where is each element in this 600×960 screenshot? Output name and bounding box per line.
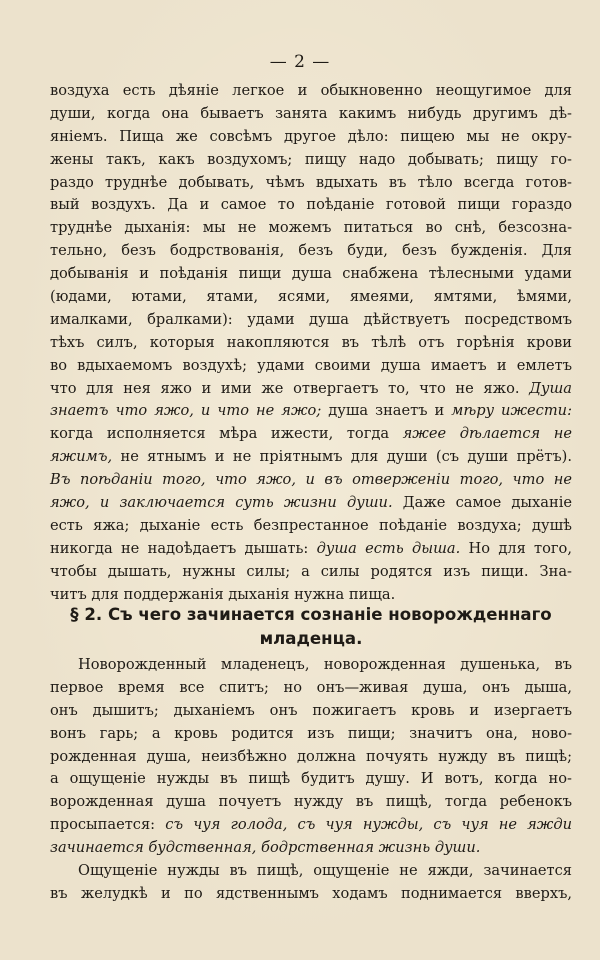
paragraph-newborn [50,654,572,906]
italic-run: яжее дѣлается не [402,425,573,443]
italic-run: съ чуя голода, съ чуя нужды, съ чуя не яжди [165,816,572,834]
text-run: Даже самое дыханіе [392,494,572,512]
text-line: читъ для поддержанія дыханія нужна пища. [50,585,396,603]
text-run: никогда не надоѣдаетъ дышать: [50,539,317,557]
text-run: Но для того, [460,539,572,557]
text-line: первое время все спитъ; но онъ—живая душа, онъ дыша, [50,678,572,696]
text-line: (юдами, ютами, ятами, ясями, ямеями, ямтями, ѣмями, [50,288,572,306]
text-run: когда исполняется мѣра ижести, тогда [50,425,403,443]
text-run: душа знаетъ и [321,402,452,420]
text-line: ворожденная душа почуетъ нужду въ пищѣ, тогда ребенокъ [50,793,572,811]
italic-run: зачинается будственная, бодрственная жизнь души. [50,839,481,857]
text-line: есть яжа; дыханіе есть безпрестанное поѣданіе воздуха; душѣ [50,516,572,534]
italic-run: яжимъ, [50,448,113,466]
text-line: тельно, безъ бодрствованія, безъ буди, безъ бужденія. Для [50,242,572,260]
text-line: въ желудкѣ и по ядственнымъ ходамъ поднимается вверхъ, [50,884,572,902]
text-line [50,538,572,561]
italic-run: яжо, и заключается суть жизни души. [50,494,393,512]
text-line: онъ дышитъ; дыханіемъ онъ пожигаетъ кровь и изергаетъ [50,701,572,719]
text-line: раздо труднѣе добывать, чѣмъ вдыхать въ тѣло всегда готов- [50,173,572,191]
text-line: вонъ гарь; а кровь родится изъ пищи; значитъ она, ново- [50,724,572,742]
italic-run: Въ поѣданіи того, что яжо, и въ отверженіи того, что не [50,471,572,489]
section-heading-line: младенца. [259,629,363,648]
section-heading-line: § 2. Съ чего зачинается сознаніе новорожденнаго [70,605,552,624]
text-run: просыпается: [50,816,166,834]
text-line: Ощущеніе нужды въ пищѣ, ощущеніе не яжди, зачинается [78,862,572,880]
text-run: не ятнымъ и не пріятнымъ для души (съ души прётъ). [112,448,572,466]
text-line: добыванія и поѣданія пищи душа снабжена тѣлесными удами [50,265,572,283]
text-line: во вдыхаемомъ воздухѣ; удами своими душа имаетъ и емлетъ [50,356,572,374]
text-line [50,814,572,837]
page-number: — 2 — [269,52,331,72]
text-line [50,469,572,492]
text-line [50,446,572,469]
italic-run: Душа [529,379,573,397]
text-line [50,423,572,446]
text-line: жены такъ, какъ воздухомъ; пищу надо добывать; пищу го- [50,150,572,168]
text-line [50,378,572,401]
text-line: труднѣе дыханія: мы не можемъ питаться во снѣ, безсозна- [50,219,572,237]
paragraph-breathing-and-food [50,80,572,606]
text-line: ималками, бралками): удами душа дѣйствуетъ посредствомъ [50,310,572,328]
text-line [50,492,572,515]
italic-run: душа есть дыша. [316,539,461,557]
italic-run: знаетъ что яжо, и что не яжо; [50,402,322,420]
section-heading [50,603,572,651]
text-line: яніемъ. Пища же совсѣмъ другое дѣло: пищею мы не окру- [50,127,572,145]
text-line [50,400,572,423]
text-line: вый воздухъ. Да и самое то поѣданіе готовой пищи гораздо [50,196,572,214]
text-line: воздуха есть дѣяніе легкое и обыкновенно неощугимое для [50,82,572,99]
text-line: Новорожденный младенецъ, новорожденная душенька, въ [78,656,572,673]
text-line: тѣхъ силъ, которыя накопляются въ тѣлѣ отъ горѣнія крови [50,333,572,351]
text-line: души, когда она бываетъ занята какимъ нибудь другимъ дѣ- [50,104,572,122]
text-run: что для нея яжо и ими же отвергаетъ то, что не яжо. [50,379,520,397]
italic-run: мѣру ижести: [451,402,572,420]
text-line [50,837,572,860]
text-line: чтобы дышать, нужны силы; а силы родятся изъ пищи. Зна- [50,562,572,580]
text-line: рожденная душа, неизбѣжно должна почуять нужду въ пищѣ; [50,747,572,765]
text-line: а ощущеніе нужды въ пищѣ будитъ душу. И вотъ, когда но- [50,770,572,788]
